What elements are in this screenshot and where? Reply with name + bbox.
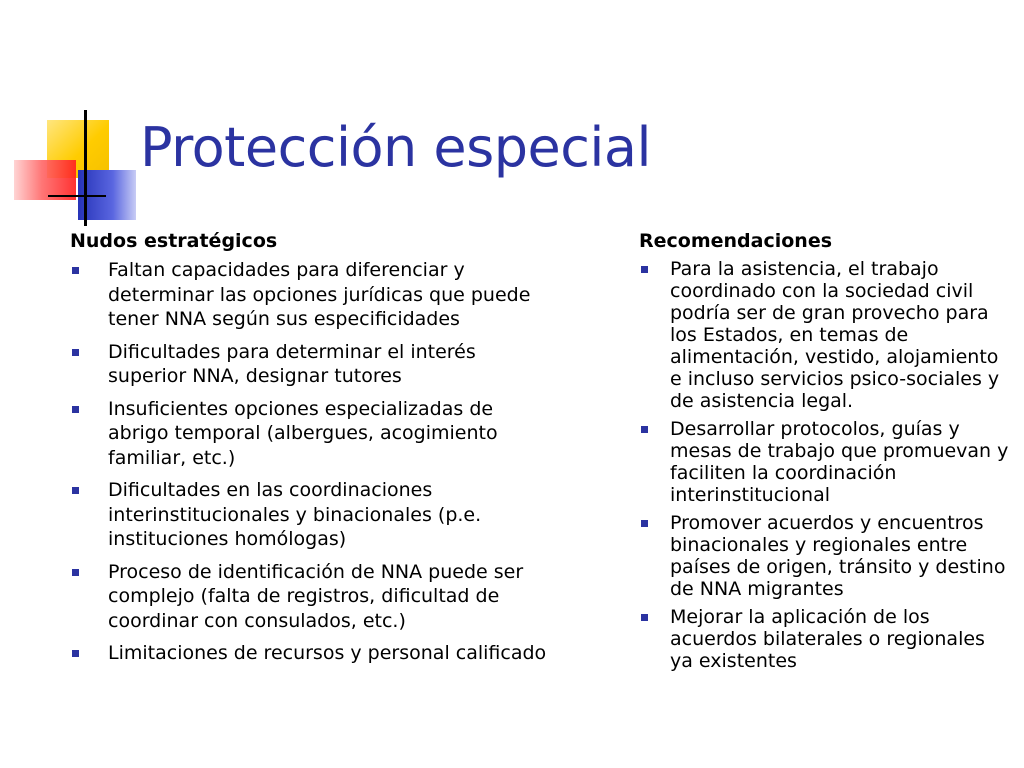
list-item bbox=[639, 258, 1009, 412]
list-item-text: Limitaciones de recursos y personal calificado bbox=[108, 642, 547, 664]
square-bullet-icon bbox=[72, 487, 79, 494]
left-bullet-list bbox=[70, 258, 550, 666]
list-item bbox=[639, 512, 1009, 600]
right-bullet-list bbox=[639, 258, 1009, 672]
square-bullet-icon bbox=[72, 650, 79, 657]
list-item bbox=[70, 560, 550, 634]
square-bullet-icon bbox=[641, 520, 648, 527]
list-item bbox=[70, 258, 550, 332]
list-item-text: Proceso de identificación de NNA puede ser complejo (falta de registros, dificultad de coordinar con consulados, etc.) bbox=[108, 560, 524, 632]
list-item bbox=[70, 641, 550, 666]
list-item-text: Promover acuerdos y encuentros binacionales y regionales entre países de origen, tránsito y destino de NNA migrantes bbox=[670, 512, 1006, 600]
list-item-text: Insuficientes opciones especializadas de abrigo temporal (albergues, acogimiento familiar, etc.) bbox=[108, 397, 498, 469]
square-bullet-icon bbox=[641, 266, 648, 273]
vertical-line-decoration bbox=[84, 110, 87, 226]
left-column bbox=[70, 228, 550, 674]
list-item bbox=[70, 478, 550, 552]
square-bullet-icon bbox=[72, 569, 79, 576]
right-column bbox=[639, 228, 1009, 678]
list-item-text: Dificultades para determinar el interés superior NNA, designar tutores bbox=[108, 340, 476, 387]
list-item-text: Mejorar la aplicación de los acuerdos bilaterales o regionales ya existentes bbox=[670, 606, 985, 672]
list-item-text: Desarrollar protocolos, guías y mesas de trabajo que promuevan y faciliten la coordinación interinstitucional bbox=[670, 418, 1009, 506]
left-heading: Nudos estratégicos bbox=[70, 230, 278, 252]
list-item bbox=[70, 340, 550, 389]
horizontal-line-decoration bbox=[48, 195, 106, 197]
list-item bbox=[70, 397, 550, 471]
slide-title: Protección especial bbox=[140, 116, 652, 179]
decorative-logo-blocks bbox=[0, 0, 140, 230]
right-heading: Recomendaciones bbox=[639, 230, 833, 252]
list-item bbox=[639, 606, 1009, 672]
list-item-text: Dificultades en las coordinaciones interinstitucionales y binacionales (p.e. instituciones homólogas) bbox=[108, 479, 482, 550]
square-bullet-icon bbox=[72, 267, 79, 274]
square-bullet-icon bbox=[72, 349, 79, 356]
square-bullet-icon bbox=[72, 406, 79, 413]
square-bullet-icon bbox=[641, 426, 648, 433]
list-item-text: Faltan capacidades para diferenciar y determinar las opciones jurídicas que puede tener NNA según sus especificidades bbox=[108, 259, 531, 330]
list-item-text: Para la asistencia, el trabajo coordinado con la sociedad civil podría ser de gran provecho para los Estados, en temas de alimentación, vestido, alojamiento e incluso servicios psico-sociales y de asistencia legal. bbox=[670, 258, 1000, 412]
red-square-decoration bbox=[14, 160, 76, 200]
square-bullet-icon bbox=[641, 614, 648, 621]
list-item bbox=[639, 418, 1009, 506]
